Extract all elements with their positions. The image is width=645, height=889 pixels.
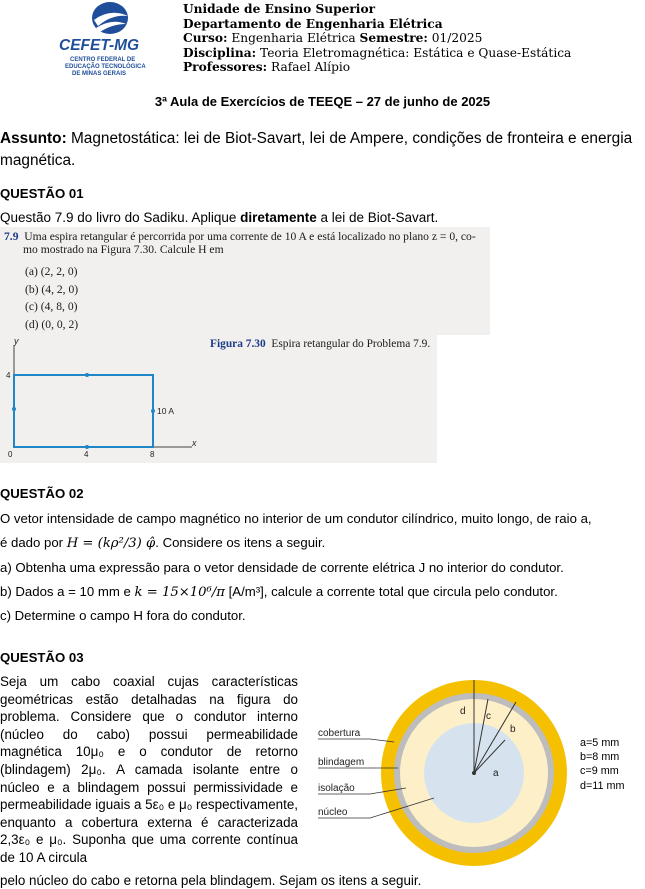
- label-nucleo: núcleo: [318, 807, 348, 818]
- page-title: 3ª Aula de Exercícios de TEEQE – 27 de junho de 2025: [154, 94, 491, 109]
- logo-text: CEFET-MG: [59, 37, 140, 54]
- q2-item-b: b) Dados a = 10 mm e k = 15×10⁶/π [A/m³], calcule a corrente total que circula pelo condutor.: [0, 584, 558, 600]
- svg-text:4: 4: [6, 371, 11, 380]
- q2-item-a: a) Obtenha uma expressão para o vetor densidade de corrente elétrica J no interior do condutor.: [0, 560, 564, 575]
- header-info: Unidade de Ensino Superior Departamento de Engenharia Elétrica Curso: Engenharia Elétrica Semestre: 01/2025 Disciplina: Teoria Eletromagnética: Estática e Quase-Estática Professores: Rafael Alípio: [183, 2, 572, 75]
- current-loop: [14, 375, 153, 447]
- q2-item-c: c) Determine o campo H fora do condutor.: [0, 608, 246, 623]
- unidade: Unidade de Ensino Superior: [183, 2, 375, 16]
- q2-line2: é dado por H = (kρ²/3) φ̂. Considere os itens a seguir.: [0, 535, 326, 551]
- list-item: (d) (0, 0, 2): [25, 317, 79, 331]
- curso: Engenharia Elétrica: [227, 31, 360, 46]
- q3-title: QUESTÃO 03: [0, 650, 84, 665]
- list-item: (a) (2, 2, 0): [25, 265, 78, 278]
- disciplina: Teoria Eletromagnética: Estática e Quase-Estática: [256, 45, 572, 60]
- q1-title: QUESTÃO 01: [0, 186, 84, 201]
- svg-text:d: d: [460, 706, 466, 717]
- assunto: Assunto: Magnetostática: lei de Biot-Savart, lei de Ampere, condições de fronteira e energia magnética.: [0, 130, 633, 169]
- svg-text:a: a: [493, 768, 499, 779]
- svg-text:DE MINAS GERAIS: DE MINAS GERAIS: [72, 71, 127, 77]
- loop-figure: [0, 335, 437, 463]
- svg-text:c: c: [486, 711, 491, 722]
- problem-text: 7.9 Uma espira retangular é percorrida por uma corrente de 10 A e está localizado no plano z = 0, co- mo mostrado na Figura 7.30. Calcule H em: [4, 230, 476, 256]
- q2-title: QUESTÃO 02: [0, 486, 84, 501]
- logo-emblem-icon: [92, 2, 128, 34]
- label-isolacao: isolação: [318, 783, 355, 794]
- svg-text:CENTRO FEDERAL DE: CENTRO FEDERAL DE: [70, 57, 136, 63]
- svg-text:y: y: [14, 336, 19, 346]
- svg-text:0: 0: [8, 450, 13, 459]
- svg-text:b: b: [510, 724, 516, 735]
- q3-last-line: pelo núcleo do cabo e retorna pela blindagem. Sejam os itens a seguir.: [0, 873, 422, 888]
- svg-text:4: 4: [84, 450, 89, 459]
- svg-text:8: 8: [150, 450, 155, 459]
- list-item: (b) (4, 2, 0): [25, 282, 79, 296]
- svg-text:10 A: 10 A: [157, 406, 175, 416]
- figure-caption: Figura 7.30 Espira retangular do Problema 7.9.: [210, 338, 431, 350]
- label-cobertura: cobertura: [318, 728, 361, 739]
- list-item: (c) (4, 8, 0): [25, 300, 78, 314]
- professores: Rafael Alípio: [267, 60, 351, 75]
- departamento: Departamento de Engenharia Elétrica: [183, 16, 443, 31]
- problem-items: [25, 263, 78, 333]
- cable-parameters: a=5 mm b=8 mm c=9 mm d=11 mm: [580, 737, 625, 792]
- svg-text:x: x: [192, 438, 197, 448]
- q1-statement: Questão 7.9 do livro do Sadiku. Aplique diretamente a lei de Biot-Savart.: [0, 210, 439, 225]
- semestre: 01/2025: [427, 31, 483, 46]
- q2-line1: O vetor intensidade de campo magnético no interior de um condutor cilíndrico, muito longo, de raio a,: [0, 511, 592, 526]
- svg-text:EDUCAÇÃO TECNOLÓGICA: EDUCAÇÃO TECNOLÓGICA: [65, 64, 146, 70]
- cefet-mg-logo: [58, 0, 154, 84]
- q3-paragraph: Seja um cabo coaxial cujas características geométricas estão detalhadas na figura do problema. Considere que o condutor interno (núcleo do cabo) possui permeabilidade magnética 10μ₀ e o condutor de retorno (blindagem) 2μ₀. A camada isolante entre o núcleo e a blindagem possui permissividade e permeabilidade iguais a 5ε₀ e μ₀ respectivamente, enquanto a cobertura externa é caracterizada 2,3ε₀ e μ₀. Suponha que uma corrente contínua de 10 A circula: [0, 674, 298, 865]
- label-blindagem: blindagem: [318, 757, 365, 768]
